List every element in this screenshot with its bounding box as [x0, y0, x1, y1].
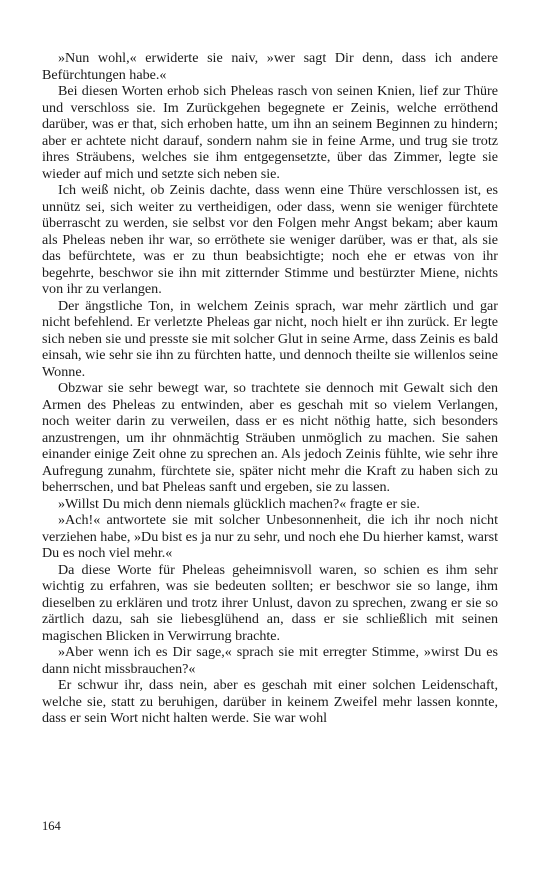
page-text [42, 50, 498, 727]
paragraph: Der ängstliche Ton, in welchem Zeinis sprach, war mehr zärtlich und gar nicht befehlend. Er verletzte Pheleas gar nicht, noch hielt er ihn zurück. Er legte sich neben sie und presste sie mit solcher Glut in seine Arme, dass Zeinis es bald einsah, wie sehr sie ihn zu fürchten hatte, und dennoch theilte sie willenlos seine Wonne. [42, 297, 498, 380]
paragraph: »Aber wenn ich es Dir sage,« sprach sie mit erregter Stimme, »wirst Du es dann nicht missbrauchen?« [42, 644, 498, 677]
paragraph: »Willst Du mich denn niemals glücklich machen?« fragte er sie. [58, 495, 420, 512]
paragraph: »Ach!« antwortete sie mit solcher Unbesonnenheit, die ich ihr noch nicht verziehen habe, »Du bist es ja nur zu sehr, und noch ehe Du hierher kamst, warst Du es noch viel mehr.« [42, 512, 498, 561]
paragraph: Da diese Worte für Pheleas geheimnisvoll waren, so schien es ihm sehr wichtig zu erfahren, was sie bedeuten sollten; er beschwor sie so lange, ihm dieselben zu erklären und trotz ihrer Unlust, davon zu sprechen, zwang er sie so zärtlich dazu, sah sie liebesglühend an, dass er sie schließlich mit seinen magischen Blicken in Verwirrung brachte. [42, 561, 498, 644]
paragraph: Obzwar sie sehr bewegt war, so trachtete sie dennoch mit Gewalt sich den Armen des Pheleas zu entwinden, aber es geschah mit so vielem Verlangen, noch weiter darin zu verweilen, dass er es nicht nöthig hatte, sich besonders anzustrengen, um ihr ohnmächtig Sträuben unmöglich zu machen. Sie sahen einander einige Zeit ohne zu sprechen an. Als jedoch Zeinis fühlte, wie sehr ihre Aufregung zunahm, fürchtete sie, später nicht mehr die Kraft zu haben sich zu beherrschen, und bat Pheleas sanft und ergeben, sie zu lassen. [42, 380, 498, 495]
paragraph: Bei diesen Worten erhob sich Pheleas rasch von seinen Knien, lief zur Thüre und verschloss sie. Im Zurückgehen begegnete er Zeinis, welche erröthend darüber, was er that, sich erhoben hatte, um ihn an seinem Beginnen zu hindern; aber er achtete nicht darauf, sondern nahm sie in feine Arme, und trug sie trotz ihres Sträubens, welches sie ihm entgegensetzte, über das Zimmer, legte sie wieder auf mich und setzte sich neben sie. [42, 83, 498, 182]
paragraph: Er schwur ihr, dass nein, aber es geschah mit einer solchen Leidenschaft, welche sie, statt zu beruhigen, darüber in keinem Zweifel mehr lassen konnte, dass er sein Wort nicht halten werde. Sie war wohl [42, 677, 498, 726]
page-number: 164 [42, 819, 61, 833]
paragraph: Ich weiß nicht, ob Zeinis dachte, dass wenn eine Thüre verschlossen ist, es unnütz sei, sich weiter zu vertheidigen, oder dass, wenn sie weniger fürchtete überrascht zu werden, sie selbst vor den Folgen mehr Angst bekam; aber kaum als Pheleas neben ihr war, so erröthete sie weniger darüber, was er that, als sie das befürchtete, was er zu thun beabsichtigte; noch ehe er etwas von ihr begehrte, beschwor sie ihn mit zitternder Stimme und bestürzter Miene, nichts von ihr zu verlangen. [42, 182, 498, 297]
paragraph: »Nun wohl,« erwiderte sie naiv, »wer sagt Dir denn, dass ich andere Befürchtungen habe.« [42, 50, 498, 83]
